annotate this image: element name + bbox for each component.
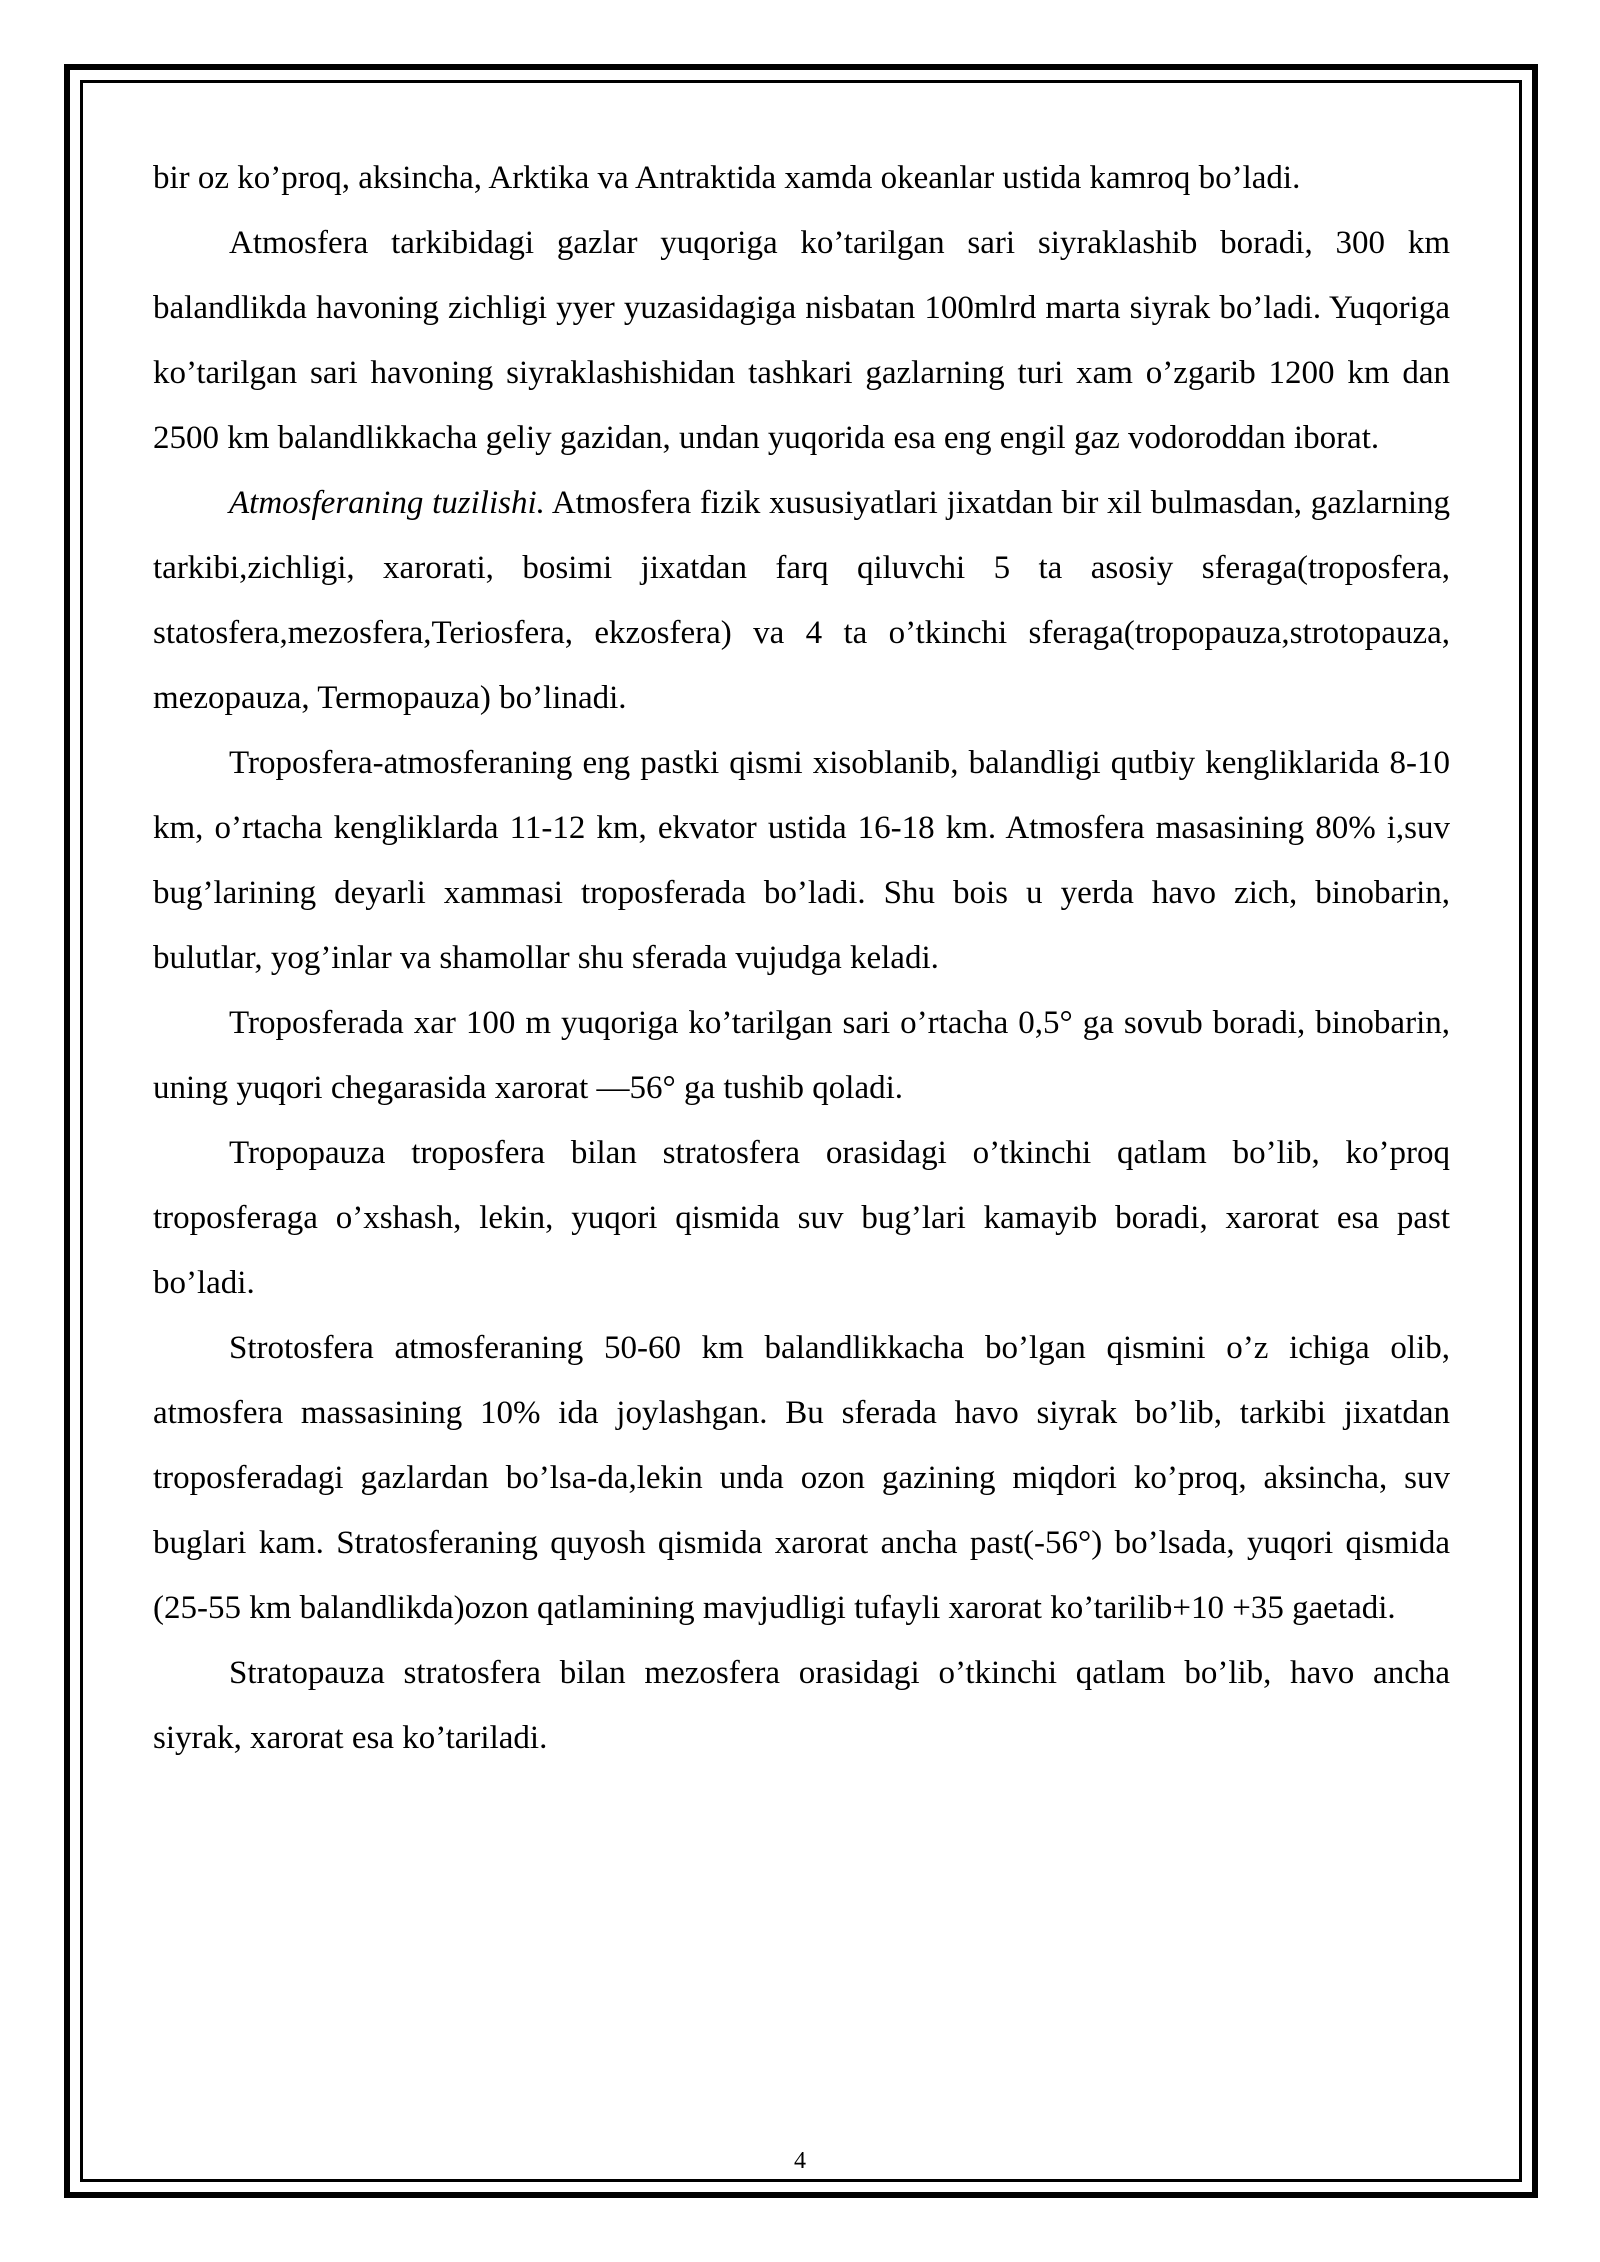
paragraph-text: bir oz ko’proq, aksincha, Arktika va Antraktida xamda okeanlar ustida kamroq bo’ladi. bbox=[153, 160, 1301, 196]
paragraph-text: Strotosfera atmosferaning 50-60 km balandlikkacha bo’lgan qismini o’z ichiga olib, atmosfera massasining 10% ida joylashgan. Bu sferada havo siyrak bo’lib, tarkibi jixatdan troposferadagi gazlardan bo’lsa-da,lekin unda ozon gazining miqdori ko’proq, aksincha, suv buglari kam. Stratosferaning quyosh qismida xarorat ancha past(-56°) bo’lsada, yuqori qismida (25-55 km balandlikda)ozon qatlamining mavjudligi tufayli xarorat ko’tarilib+10 +35 gaetadi. bbox=[153, 1330, 1450, 1626]
paragraph-text: Stratopauza stratosfera bilan mezosfera orasidagi o’tkinchi qatlam bo’lib, havo ancha siyrak, xarorat esa ko’tariladi. bbox=[153, 1655, 1450, 1756]
paragraph-text: Troposfera-atmosferaning eng pastki qismi xisoblanib, balandligi qutbiy kengliklarida 8-10 km, o’rtacha kengliklarda 11-12 km, ekvator ustida 16-18 km. Atmosfera masasining 80% i,suv bug’larining deyarli xammasi troposferada bo’ladi. Shu bois u yerda havo zich, binobarin, bulutlar, yog’inlar va shamollar shu sferada vujudga keladi. bbox=[153, 745, 1450, 976]
paragraph-text: Atmosfera fizik xususiyatlari jixatdan bir xil bulmasdan, gazlarning tarkibi,zichligi, xarorati, bosimi jixatdan farq qiluvchi 5 ta asosiy sferaga(troposfera, statosfera,mezosfera,Teriosfera, ekzosfera) va 4 ta o’tkinchi sferaga(tropopauza,strotopauza, mezopauza, Termopauza) bo’linadi. bbox=[153, 485, 1450, 716]
paragraph-text: Atmosfera tarkibidagi gazlar yuqoriga ko’tarilgan sari siyraklashib boradi, 300 km balandlikda havoning zichligi yyer yuzasidagiga nisbatan 100mlrd marta siyrak bo’ladi. Yuqoriga ko’tarilgan sari havoning siyraklashishidan tashkari gazlarning turi xam o’zgarib 1200 km dan 2500 km balandlikkacha geliy gazidan, undan yuqorida esa eng engil gaz vodoroddan iborat. bbox=[153, 225, 1450, 456]
paragraph-8 bbox=[153, 1641, 1450, 1771]
section-heading-italic: Atmosferaning tuzilishi. bbox=[229, 485, 545, 521]
document-body bbox=[153, 146, 1450, 1771]
paragraph-2 bbox=[153, 211, 1450, 471]
paragraph-4 bbox=[153, 731, 1450, 991]
paragraph-5 bbox=[153, 991, 1450, 1121]
paragraph-text: Tropopauza troposfera bilan stratosfera orasidagi o’tkinchi qatlam bo’lib, ko’proq troposferaga o’xshash, lekin, yuqori qismida suv bug’lari kamayib boradi, xarorat esa past bo’ladi. bbox=[153, 1135, 1450, 1301]
paragraph-3 bbox=[153, 471, 1450, 731]
paragraph-7 bbox=[153, 1316, 1450, 1641]
paragraph-6 bbox=[153, 1121, 1450, 1316]
paragraph-text: Troposferada xar 100 m yuqoriga ko’tarilgan sari o’rtacha 0,5° ga sovub boradi, binobarin, uning yuqori chegarasida xarorat —56° ga tushib qoladi. bbox=[153, 1005, 1450, 1106]
paragraph-1 bbox=[153, 146, 1450, 211]
page-number: 4 bbox=[794, 2148, 806, 2174]
